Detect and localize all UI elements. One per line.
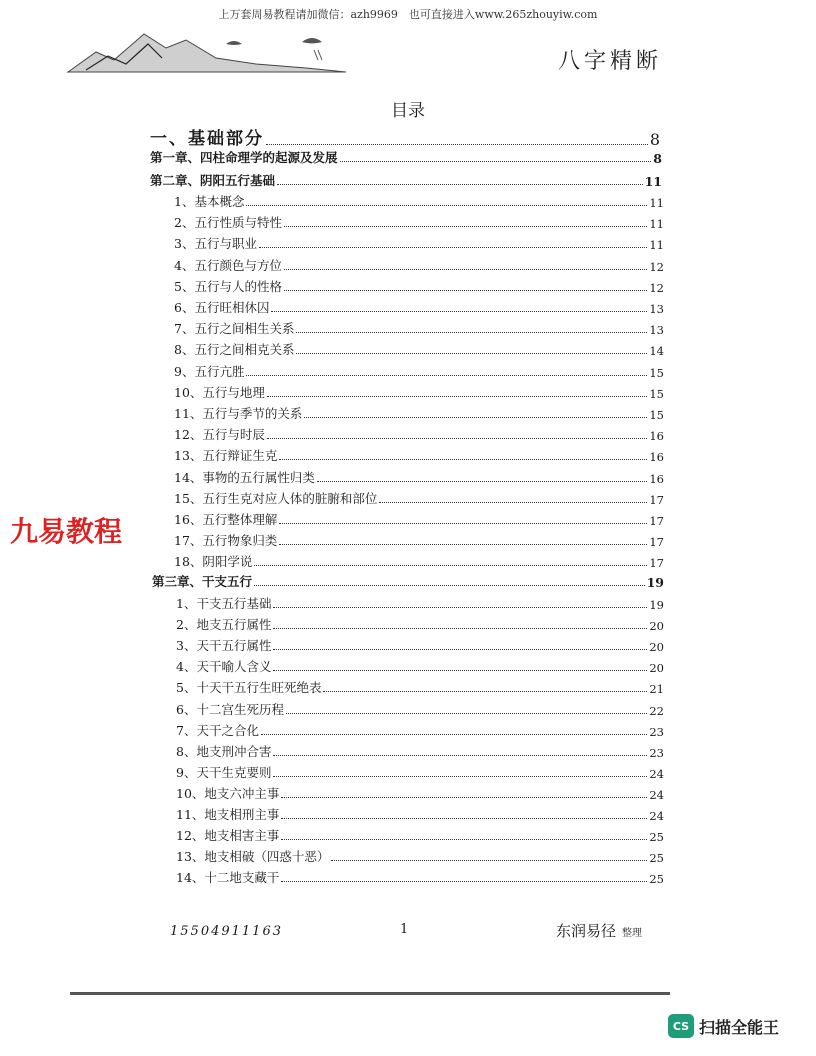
footer-editor-note: 整理 [622,928,643,939]
footer-page-number: 1 [400,922,409,937]
toc-leader-dots [281,817,647,819]
toc-item-label: 7、五行之间相生关系 [174,321,295,337]
toc-item-label: 16、五行整体理解 [174,512,278,527]
toc-item-label: 1、干支五行基础 [176,596,272,611]
toc-page-number: 11 [649,196,664,210]
toc-item-label: 3、五行与职业 [174,236,257,252]
toc-item[interactable] [176,742,664,760]
watermark-text: 九易教程 [10,515,123,548]
toc-item[interactable] [176,657,664,675]
toc-item-label: 8、五行之间相克关系 [174,342,295,358]
toc-item[interactable] [174,319,664,337]
toc-page-number: 14 [649,344,664,359]
toc-item-label: 15、五行生克对应人体的脏腑和部位 [174,490,378,506]
toc-page-number: 21 [649,682,664,697]
toc-leader-dots [277,183,643,185]
toc-leader-dots [273,754,647,756]
toc-item[interactable] [174,425,664,443]
toc-leader-dots [379,501,647,503]
toc-page-number: 17 [649,514,664,528]
toc-item[interactable] [176,615,664,633]
toc-chapter-label: 第一章、四柱命理学的起源及发展 [150,150,338,165]
toc-page-number: 11 [649,217,664,232]
toc-chapter-3[interactable] [152,572,664,590]
toc-page-number: 25 [649,872,664,887]
toc-page-number: 16 [649,450,664,465]
toc-leader-dots [273,627,647,629]
document-brand-title: 八字精断 [557,49,662,74]
toc-page-number: 8 [653,151,662,166]
toc-leader-dots [273,775,647,777]
toc-part-1[interactable] [150,124,662,149]
toc-item-label: 4、五行颜色与方位 [174,257,282,273]
toc-item-label: 18、阴阳学说 [174,554,253,570]
toc-page-number: 25 [649,830,664,845]
toc-leader-dots [279,522,647,524]
toc-page-number: 15 [649,408,664,422]
toc-page-number: 12 [649,259,664,274]
toc-item-label: 17、五行物象归类 [174,533,278,549]
toc-item-label: 12、五行与时辰 [174,427,265,443]
toc-page-number: 19 [649,598,664,612]
toc-item[interactable] [174,489,664,507]
toc-page-number: 19 [646,575,664,590]
toc-page-number: 24 [649,766,664,781]
toc-part-label: 一、基础部分 [150,129,264,149]
toc-leader-dots [273,606,647,608]
toc-leader-dots [304,416,647,418]
toc-chapter-label: 第三章、干支五行 [152,574,253,589]
toc-leader-dots [281,838,647,840]
toc-item[interactable] [176,636,664,654]
toc-page-number: 13 [649,323,664,338]
toc-leader-dots [284,289,647,291]
toc-item[interactable] [174,362,664,380]
toc-leader-dots [279,458,647,460]
toc-chapter-1[interactable] [150,148,662,166]
toc-page-number: 16 [649,429,664,444]
toc-page-number: 11 [649,238,664,253]
toc-leader-dots [284,225,647,227]
toc-item[interactable] [174,510,664,528]
toc-page-number: 8 [649,130,662,149]
toc-leader-dots [261,733,647,735]
toc-item[interactable] [174,552,664,570]
footer-editor-name: 东润易径 [556,922,617,940]
landscape-illustration [66,14,356,74]
toc-item[interactable] [174,446,664,464]
toc-page-number: 12 [649,280,664,295]
toc-page-number: 16 [649,471,664,486]
toc-leader-dots [281,796,647,798]
toc-leader-dots [273,669,647,671]
header-banner: 上万套周易教程请加微信：azh9969 也可直接进入www.265zhouyiw.com [218,8,598,21]
page-bottom-rule [70,992,670,995]
toc-leader-dots [286,712,647,714]
toc-leader-dots [281,880,647,882]
toc-leader-dots [279,543,647,545]
toc-item[interactable] [176,678,664,696]
toc-item-label: 1、基本概念 [174,194,245,209]
toc-page-number: 24 [649,787,664,802]
toc-item[interactable] [176,826,664,844]
toc-item-label: 10、五行与地理 [174,384,265,400]
toc-leader-dots [284,268,647,270]
toc-page-number: 15 [649,386,664,401]
toc-item-label: 14、事物的五行属性归类 [174,469,315,485]
toc-item-label: 13、五行辩证生克 [174,448,278,464]
toc-item[interactable] [176,721,664,739]
toc-item-label: 4、天干喻人含义 [176,659,272,675]
toc-item[interactable] [176,868,664,886]
toc-item[interactable] [174,256,664,274]
scanner-badge [668,1014,779,1038]
toc-page-number: 22 [649,703,664,718]
toc-item-label: 13、地支相破（四惑十恶） [176,849,330,865]
toc-item[interactable] [176,763,664,781]
toc-item-label: 7、天干之合化 [176,722,259,738]
toc-item[interactable] [176,847,664,865]
toc-leader-dots [317,480,647,482]
toc-item-label: 5、五行与人的性格 [174,278,282,294]
toc-leader-dots [331,859,647,861]
toc-item-label: 2、五行性质与特性 [174,215,282,231]
toc-page-number: 13 [649,302,664,316]
toc-item-label: 12、地支相害主事 [176,828,280,844]
toc-leader-dots [267,395,647,397]
toc-leader-dots [296,331,647,333]
toc-leader-dots [266,143,648,145]
toc-leader-dots [254,564,647,566]
toc-page-number: 11 [644,174,662,189]
toc-leader-dots [296,352,647,354]
toc-page-number: 15 [649,365,664,380]
toc-item-label: 5、十天干五行生旺死绝表 [176,680,322,696]
toc-page-number: 20 [649,640,664,655]
toc-leader-dots [267,437,647,439]
camscanner-logo-icon: CS [668,1014,694,1038]
toc-item[interactable] [176,784,664,802]
toc-item-label: 6、五行旺相休囚 [174,300,270,315]
toc-page-number: 20 [649,661,664,676]
toc-page-number: 23 [649,745,664,760]
toc-chapter-label: 第二章、阴阳五行基础 [150,173,276,188]
toc-page-number: 17 [649,492,664,507]
toc-item[interactable] [174,277,664,295]
toc-item-label: 11、地支相刑主事 [176,807,280,822]
toc-title: 目录 [391,101,425,121]
toc-chapter-2[interactable] [150,171,662,189]
toc-page-number: 17 [649,556,664,571]
toc-leader-dots [271,310,647,312]
toc-page-number: 20 [649,619,664,634]
toc-item-label: 3、天干五行属性 [176,638,272,654]
toc-leader-dots [323,690,647,692]
scanner-label: 扫描全能王 [699,1017,780,1037]
toc-item[interactable] [174,298,664,316]
toc-item[interactable] [174,192,664,210]
toc-leader-dots [254,584,645,586]
toc-item[interactable] [174,340,664,358]
footer-editor [556,920,642,941]
toc-item[interactable] [174,213,664,231]
toc-item-label: 6、十二宫生死历程 [176,701,284,717]
toc-item-label: 11、五行与季节的关系 [174,406,303,421]
toc-item-label: 9、天干生克要则 [176,764,272,780]
toc-leader-dots [246,204,647,206]
toc-item-label: 10、地支六冲主事 [176,785,280,801]
toc-leader-dots [259,246,647,248]
toc-page-number: 24 [649,809,664,823]
toc-item[interactable] [174,531,664,549]
toc-item-label: 8、地支刑冲合害 [176,743,272,759]
toc-item-label: 14、十二地支藏干 [176,870,280,886]
toc-item[interactable] [174,383,664,401]
toc-item[interactable] [174,234,664,252]
footer-phone-number: 15504911163 [170,924,283,939]
toc-item-label: 2、地支五行属性 [176,617,272,633]
toc-leader-dots [273,648,647,650]
toc-item-label: 9、五行亢胜 [174,363,245,379]
toc-page-number: 25 [649,851,664,866]
toc-page-number: 23 [649,724,664,739]
toc-leader-dots [246,374,647,376]
toc-page-number: 17 [649,535,664,550]
toc-item[interactable] [174,468,664,486]
toc-item[interactable] [174,404,664,422]
toc-item[interactable] [176,805,664,823]
toc-item[interactable] [176,700,664,718]
toc-leader-dots [340,160,652,162]
toc-item[interactable] [176,594,664,612]
